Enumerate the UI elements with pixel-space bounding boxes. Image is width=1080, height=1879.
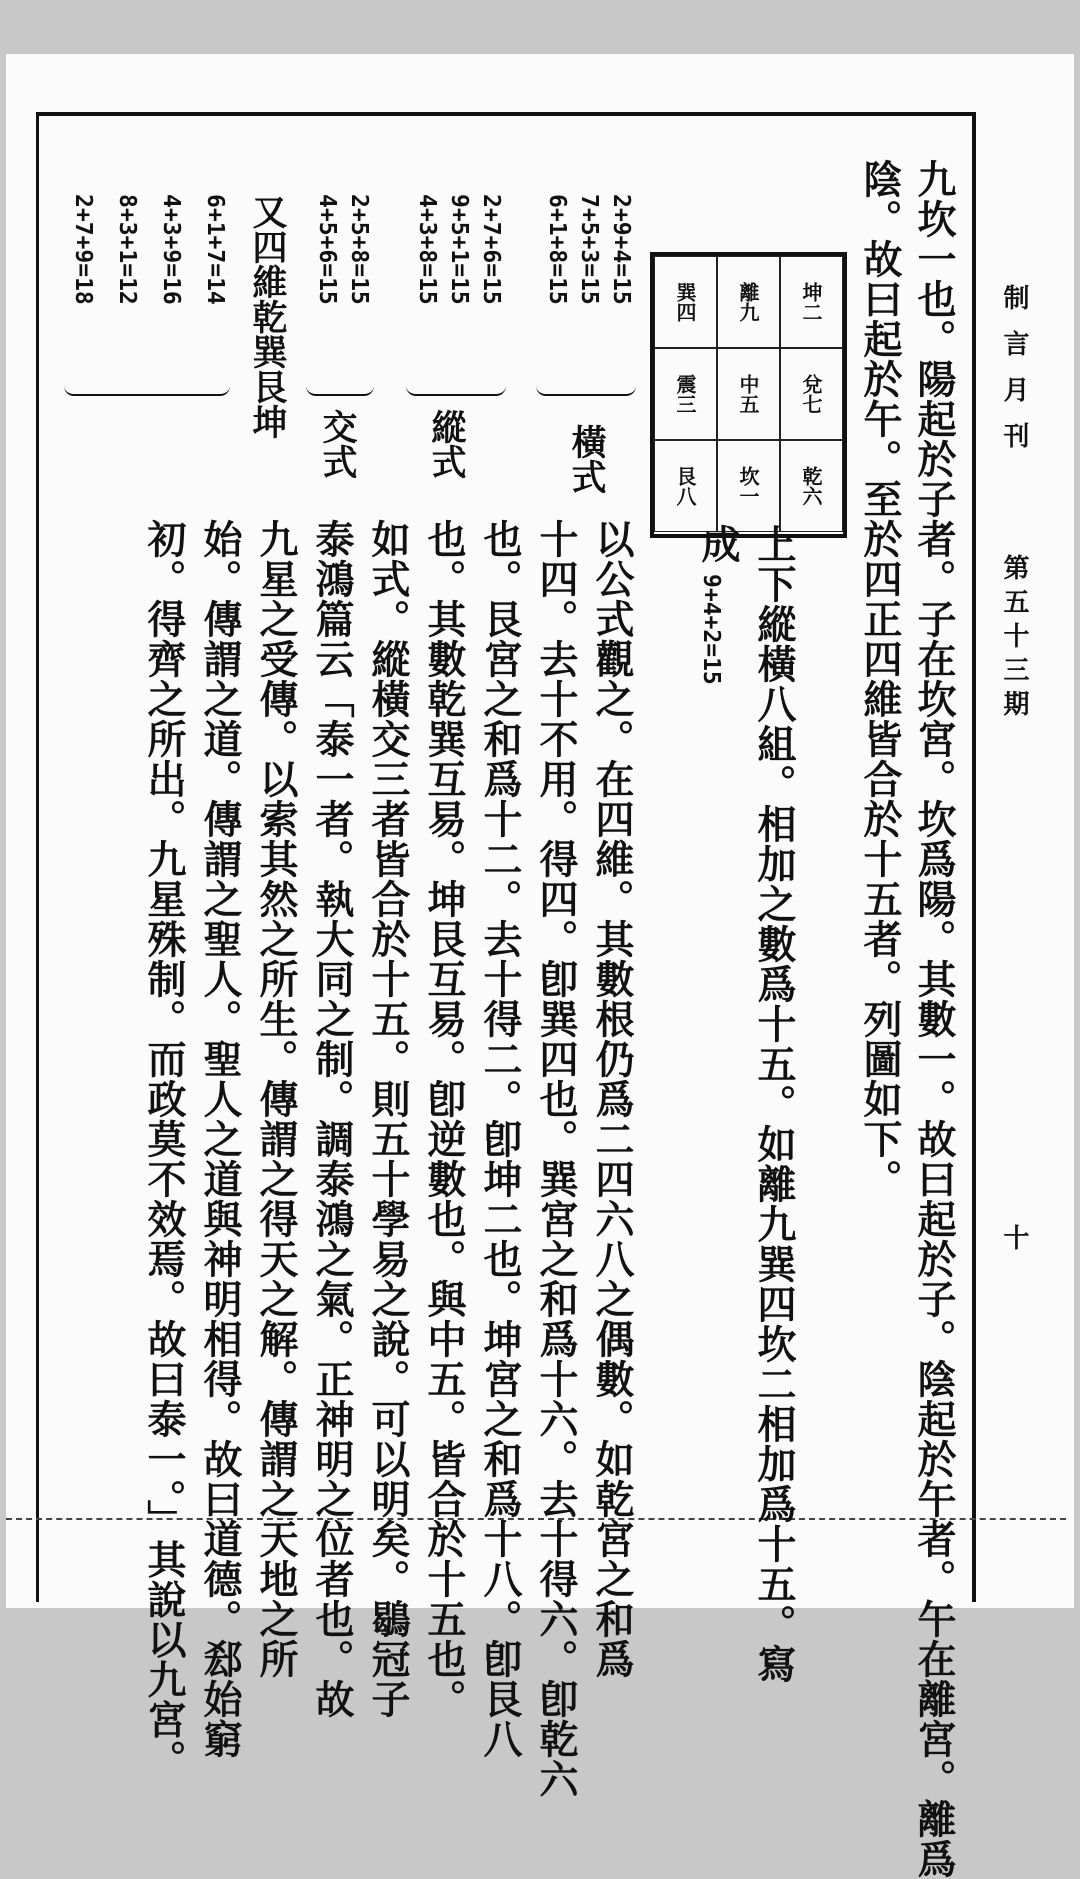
para1-formula: 9+4+2=15 [698, 574, 724, 685]
para2-line-8: 始。傳謂之道。傳謂之聖人。聖人之道與神明相得。故曰道德。郄始窮 [197, 519, 243, 1759]
formula-zong-3: 4+3+8=15 [414, 194, 440, 305]
para2-line-2: 十四。去十不用。得四。卽巽四也。巽宮之和爲十六。去十得六。卽乾六 [533, 519, 579, 1799]
grid-cell-zhong: 中五 [717, 348, 780, 440]
top-border-rule [36, 112, 976, 116]
formula-zong-2: 9+5+1=15 [446, 194, 472, 305]
page-number: 十 [999, 1224, 1029, 1250]
para2-line-5: 如式。縱橫交三者皆合於十五。則五十學易之說。可以明矣。鶡冠子 [365, 519, 411, 1719]
formula-siwei-4: 2+7+9=18 [70, 194, 96, 305]
para2-line-4: 也。其數乾巽互易。坤艮互易。卽逆數也。與中五。皆合於十五也。 [421, 519, 467, 1719]
formula-zong-1: 2+7+6=15 [478, 194, 504, 305]
formula-heng-2: 7+5+3=15 [576, 194, 602, 305]
para1-line-2: 成 [695, 524, 741, 564]
formula-jiao-1: 2+5+8=15 [346, 194, 372, 305]
grid-cell-zhen: 震三 [654, 348, 717, 440]
formula-siwei-1: 6+1+7=14 [202, 194, 228, 305]
grid-cell-qian: 乾六 [780, 440, 843, 532]
intro-column-1: 九坎一也。陽起於子者。子在坎宮。坎爲陽。其數一。故曰起於子。陰起於午者。午在離宮。離爲 [911, 159, 957, 1879]
brace-zong [406, 380, 506, 396]
grid-cell-li: 離九 [717, 256, 780, 348]
magazine-title: 制言月刊 [999, 284, 1029, 468]
grid-cell-dui: 兌七 [780, 348, 843, 440]
grid-cell-kan: 坎一 [717, 440, 780, 532]
brace-jiao [306, 380, 374, 396]
document-page [6, 54, 1074, 1879]
issue-number: 第五十三期 [999, 554, 1029, 724]
para1-line-1: 上下縱橫八組。相加之數爲十五。如離九巽四坎二相加爲十五。寫 [751, 524, 797, 1684]
siwei-title: 又四維乾巽艮坤 [247, 194, 288, 439]
intro-column-2: 陰。故曰起於午。至於四正四維皆合於十五者。列圖如下。 [857, 159, 903, 1199]
formula-jiao-2: 4+5+6=15 [314, 194, 340, 305]
grid-cell-xun: 巽四 [654, 256, 717, 348]
formula-siwei-3: 8+3+1=12 [114, 194, 140, 305]
para2-line-3: 也。艮宮之和爲十二。去十得二。卽坤二也。坤宮之和爲十八。卽艮八 [477, 519, 523, 1759]
left-border-rule [36, 112, 39, 1602]
grid-cell-gen: 艮八 [654, 440, 717, 532]
para2-line-9: 初。得齊之所出。九星殊制。而政莫不效焉。故曰泰一。」其說以九宮。 [141, 519, 187, 1780]
para2-line-6: 泰鴻篇云「泰一者。執大同之制。調泰鴻之氣。正神明之位者也。故 [309, 519, 355, 1719]
right-border-rule [972, 112, 976, 1602]
para2-line-1: 以公式觀之。在四維。其數根仍爲二四六八之偶數。如乾宮之和爲 [589, 519, 635, 1679]
luoshu-grid [650, 252, 847, 538]
formula-siwei-2: 4+3+9=16 [158, 194, 184, 305]
brace-heng [536, 380, 636, 396]
label-heng: 橫式 [566, 424, 607, 494]
grid-cell-kun: 坤二 [780, 256, 843, 348]
label-zong: 縱式 [426, 409, 467, 479]
label-jiao: 交式 [317, 409, 358, 479]
para2-line-7: 九星之受傳。以索其然之所生。傳謂之得天之解。傳謂之天地之所 [253, 519, 299, 1679]
formula-heng-1: 2+9+4=15 [608, 194, 634, 305]
brace-siwei [64, 380, 230, 396]
formula-heng-3: 6+1+8=15 [544, 194, 570, 305]
